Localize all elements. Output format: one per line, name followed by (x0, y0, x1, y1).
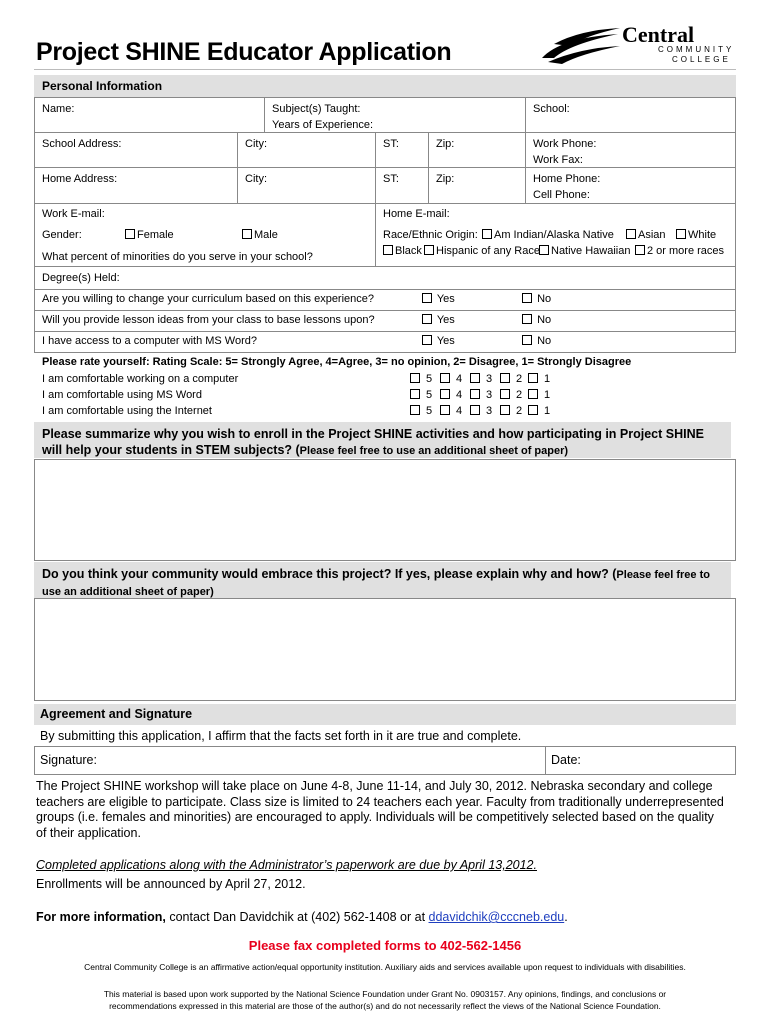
essay2-textarea[interactable] (34, 598, 736, 701)
logo-college-text: COLLEGE (672, 55, 731, 64)
rating-option[interactable]: 5 (410, 373, 432, 385)
checkbox-icon[interactable] (676, 229, 686, 239)
checkbox-icon[interactable] (410, 405, 420, 415)
checkbox-icon[interactable] (410, 373, 420, 383)
cell-phone-field[interactable]: Cell Phone: (533, 189, 590, 201)
rating-item-label: I am comfortable using MS Word (42, 389, 202, 401)
equal-opportunity-statement: Central Community College is an affirmative action/equal opportunity institution. Auxiliary aids and services available upon request to individuals with disabilities. (84, 962, 686, 972)
checkbox-icon[interactable] (440, 373, 450, 383)
checkbox-icon[interactable] (522, 293, 532, 303)
home-city-field[interactable]: City: (245, 173, 267, 185)
race-option[interactable]: Asian (626, 229, 666, 241)
rating-item-label: I am comfortable using the Internet (42, 405, 212, 417)
email-link[interactable]: ddavidchik@cccneb.edu (428, 910, 565, 924)
question-ms-word: I have access to a computer with MS Word? (42, 335, 257, 347)
rating-option[interactable]: 2 (500, 373, 522, 385)
degrees-field[interactable]: Degree(s) Held: (42, 272, 120, 284)
essay2-heading: Do you think your community would embrace this project? If yes, please explain why and how? (Please feel free to use an additional sheet of paper) (34, 562, 731, 598)
rating-option[interactable]: 2 (500, 405, 522, 417)
checkbox-icon[interactable] (482, 229, 492, 239)
home-state-field[interactable]: ST: (383, 173, 399, 185)
checkbox-icon[interactable] (528, 405, 538, 415)
work-fax-field[interactable]: Work Fax: (533, 154, 583, 166)
home-phone-field[interactable]: Home Phone: (533, 173, 601, 185)
rating-heading: Please rate yourself: Rating Scale: 5= Strongly Agree, 4=Agree, 3= no opinion, 2= Disagree, 1= Strongly Disagree (42, 356, 632, 368)
due-date-text: Completed applications along with the Administrator’s paperwork are due by April 13,2012. (36, 858, 537, 872)
lesson-no-option[interactable]: No (522, 314, 551, 326)
date-field[interactable]: Date: (551, 753, 581, 767)
rating-option[interactable]: 1 (528, 405, 550, 417)
work-phone-field[interactable]: Work Phone: (533, 138, 597, 150)
question-lesson-ideas: Will you provide lesson ideas from your class to base lessons upon? (42, 314, 375, 326)
agreement-text: By submitting this application, I affirm that the facts set forth in it are true and complete. (40, 729, 522, 743)
signature-table (34, 746, 736, 775)
rating-option[interactable]: 3 (470, 405, 492, 417)
home-email-field[interactable]: Home E-mail: (383, 208, 450, 220)
work-email-field[interactable]: Work E-mail: (42, 208, 105, 220)
gender-label: Gender: (42, 229, 82, 241)
checkbox-icon[interactable] (522, 335, 532, 345)
checkbox-icon[interactable] (500, 389, 510, 399)
checkbox-icon[interactable] (125, 229, 135, 239)
rating-option[interactable]: 4 (440, 389, 462, 401)
rating-option[interactable]: 5 (410, 405, 432, 417)
nsf-disclaimer: This material is based upon work supported by the National Science Foundation under Grant No. 0903157. Any opinions, findings, and conclusions or recommendations expressed in this material are those of the author(s) and do not necessarily reflect the views of the National Science Foundation. (103, 989, 667, 1011)
checkbox-icon[interactable] (522, 314, 532, 324)
essay1-heading: Please summarize why you wish to enroll in the Project SHINE activities and how participating in Project SHINE will help your students in STEM subjects? (Please feel free to use an additional sheet of paper) (34, 422, 731, 458)
race-option[interactable]: Hispanic of any Race (424, 245, 540, 257)
school-state-field[interactable]: ST: (383, 138, 399, 150)
name-field[interactable]: Name: (42, 103, 75, 115)
race-option[interactable]: Am Indian/Alaska Native (482, 229, 614, 241)
rating-option[interactable]: 5 (410, 389, 432, 401)
logo-central-text: Central (622, 22, 695, 47)
race-option[interactable]: Native Hawaiian (539, 245, 630, 257)
checkbox-icon[interactable] (383, 245, 393, 255)
checkbox-icon[interactable] (528, 389, 538, 399)
rating-option[interactable]: 4 (440, 405, 462, 417)
lesson-yes-option[interactable]: Yes (422, 314, 455, 326)
question-curriculum: Are you willing to change your curriculum based on this experience? (42, 293, 375, 305)
logo-community-text: COMMUNITY (658, 45, 735, 54)
checkbox-icon[interactable] (424, 245, 434, 255)
gender-male-option[interactable]: Male (242, 229, 278, 241)
checkbox-icon[interactable] (528, 373, 538, 383)
checkbox-icon[interactable] (626, 229, 636, 239)
checkbox-icon[interactable] (440, 405, 450, 415)
msword-no-option[interactable]: No (522, 335, 551, 347)
gender-female-option[interactable]: Female (125, 229, 174, 241)
race-option[interactable]: White (676, 229, 716, 241)
rating-option[interactable]: 1 (528, 389, 550, 401)
page-title: Project SHINE Educator Application (36, 38, 452, 66)
enrollment-text: Enrollments will be announced by April 27, 2012. (36, 877, 306, 891)
school-zip-field[interactable]: Zip: (436, 138, 455, 150)
swoosh-icon (540, 24, 622, 68)
home-address-field[interactable]: Home Address: (42, 173, 118, 185)
checkbox-icon[interactable] (422, 314, 432, 324)
contact-info: For more information, contact Dan Davidchik at (402) 562-1408 or at ddavidchik@cccneb.edu. (36, 910, 568, 924)
title-divider (34, 69, 736, 70)
curriculum-yes-option[interactable]: Yes (422, 293, 455, 305)
race-option[interactable]: 2 or more races (635, 245, 724, 257)
checkbox-icon[interactable] (500, 373, 510, 383)
workshop-info: The Project SHINE workshop will take place on June 4-8, June 11-14, and July 30, 2012. Nebraska secondary and college teachers are eligible to participate. Class size is limited to 24 teachers each year. Faculty from traditionally underrepresented groups (i.e. females and minorities) are encouraged to apply. Individuals will be competitively selected based on the quality of their application. (36, 779, 724, 840)
agreement-heading: Agreement and Signature (34, 704, 736, 725)
rating-option[interactable]: 4 (440, 373, 462, 385)
checkbox-icon[interactable] (422, 335, 432, 345)
school-city-field[interactable]: City: (245, 138, 267, 150)
rating-option[interactable]: 3 (470, 389, 492, 401)
rating-option[interactable]: 1 (528, 373, 550, 385)
checkbox-icon[interactable] (539, 245, 549, 255)
msword-yes-option[interactable]: Yes (422, 335, 455, 347)
fax-notice: Please fax completed forms to 402-562-1456 (248, 938, 522, 953)
checkbox-icon[interactable] (440, 389, 450, 399)
rating-item-label: I am comfortable working on a computer (42, 373, 239, 385)
personal-info-heading: Personal Information (34, 75, 736, 97)
essay1-textarea[interactable] (34, 459, 736, 561)
checkbox-icon[interactable] (470, 405, 480, 415)
checkbox-icon[interactable] (242, 229, 252, 239)
home-zip-field[interactable]: Zip: (436, 173, 455, 185)
rating-option[interactable]: 3 (470, 373, 492, 385)
checkbox-icon[interactable] (422, 293, 432, 303)
rating-option[interactable]: 2 (500, 389, 522, 401)
years-field[interactable]: Years of Experience: (272, 119, 374, 131)
curriculum-no-option[interactable]: No (522, 293, 551, 305)
checkbox-icon[interactable] (410, 389, 420, 399)
checkbox-icon[interactable] (470, 373, 480, 383)
checkbox-icon[interactable] (470, 389, 480, 399)
race-option[interactable]: Black (383, 245, 422, 257)
signature-field[interactable]: Signature: (40, 753, 97, 767)
race-label: Race/Ethnic Origin: (383, 229, 478, 241)
checkbox-icon[interactable] (635, 245, 645, 255)
minorities-field[interactable]: What percent of minorities do you serve in your school? (42, 251, 313, 263)
subjects-field[interactable]: Subject(s) Taught: (272, 103, 361, 115)
school-address-field[interactable]: School Address: (42, 138, 122, 150)
checkbox-icon[interactable] (500, 405, 510, 415)
school-field[interactable]: School: (533, 103, 570, 115)
college-logo (540, 24, 740, 68)
